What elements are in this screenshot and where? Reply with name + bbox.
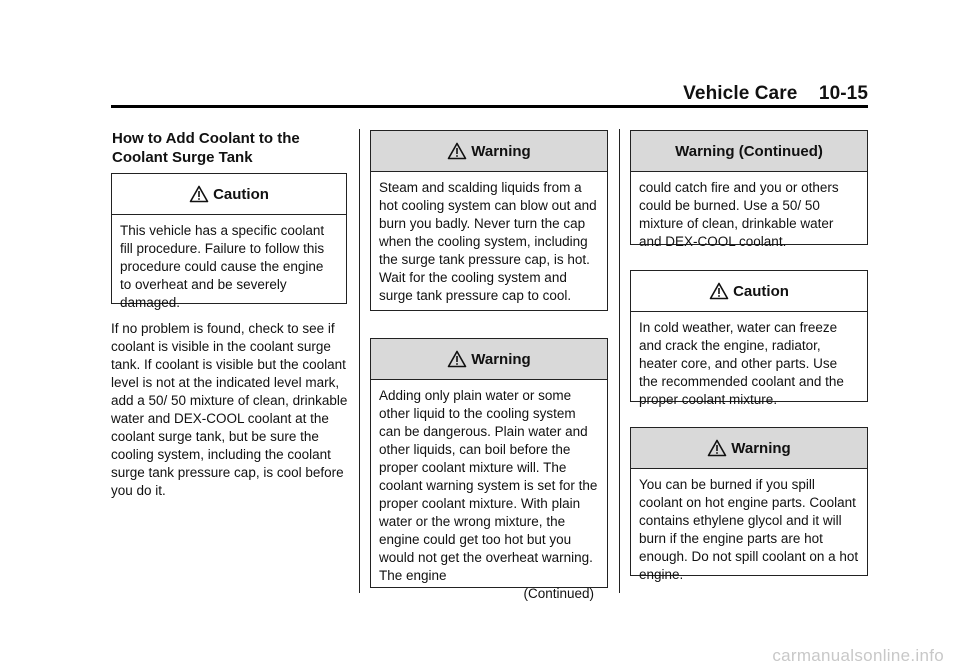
warning-text-main: Adding only plain water or some other liquid to the cooling system can be dangerous. Plain water and other liquids, can boil before the proper coolant mixture will. The coolant warning system is set for the proper coolant mixture. With plain water or the wrong mixture, the engine could get too hot but you would not get the overheat warning. The engine — [379, 388, 598, 583]
caution-header — [631, 271, 867, 312]
column-divider-right — [619, 129, 620, 593]
warning-triangle-icon — [447, 142, 467, 160]
warning-header — [371, 339, 607, 380]
warning-header — [371, 131, 607, 172]
warning-title: Warning — [731, 439, 791, 457]
watermark: carmanualsonline.info — [772, 646, 944, 665]
caution-text: This vehicle has a specific coolant fill procedure. Failure to follow this procedure could cause the engine to overheat and be severely damaged. — [120, 223, 325, 310]
warning-text: Steam and scalding liquids from a hot cooling system can blow out and burn you badly. Never turn the cap when the cooling system, including the surge tank pressure cap, is hot. Wait for the cooling system and surge tank pressure cap to cool. — [379, 180, 597, 303]
warning-triangle-icon — [709, 282, 729, 300]
warning-header — [631, 428, 867, 469]
caution-header — [112, 174, 346, 215]
warning-text: You can be burned if you spill coolant on hot engine parts. Coolant contains ethylene glycol and it will burn if the engine parts are hot enough. Do not spill coolant on a hot engine. — [639, 477, 859, 582]
warning-box-3 — [630, 427, 868, 582]
warning-triangle-icon — [189, 185, 209, 203]
warning-title: Warning — [471, 142, 531, 160]
header-rule — [111, 105, 868, 108]
section-heading: How to Add Coolant to the Coolant Surge Tank — [112, 130, 300, 166]
warning-box-1 — [370, 130, 608, 311]
caution-text: In cold weather, water can freeze and crack the engine, radiator, heater core, and other parts. Use the recommended coolant and the proper coolant mixture. — [639, 320, 844, 407]
continued-note: (Continued) — [523, 586, 594, 601]
body-paragraph: If no problem is found, check to see if coolant is visible in the coolant surge tank. If coolant is visible but the coolant level is not at the indicated level mark, add a 50/ 50 mixture of clean, drinkable water and DEX-COOL coolant at the coolant surge tank, but be sure the cooling system, including the coolant surge tank pressure cap, is cool before you do it. — [111, 321, 348, 498]
warning-continued-text: could catch fire and you or others could be burned. Use a 50/ 50 mixture of clean, drinkable water and DEX-COOL coolant. — [639, 180, 839, 249]
caution-box-2 — [630, 270, 868, 407]
warning-title: Warning — [471, 350, 531, 368]
column-divider-left — [359, 129, 360, 593]
caution-title: Caution — [733, 282, 789, 300]
page-header-title: Vehicle Care 10-15 — [683, 83, 868, 104]
warning-triangle-icon — [447, 350, 467, 368]
warning-text — [371, 380, 607, 603]
warning-triangle-icon — [707, 439, 727, 457]
warning-continued-box — [630, 130, 868, 249]
warning-continued-header: Warning (Continued) — [631, 131, 867, 172]
caution-box-1 — [111, 173, 347, 310]
caution-title: Caution — [213, 185, 269, 203]
warning-box-2 — [370, 338, 608, 601]
